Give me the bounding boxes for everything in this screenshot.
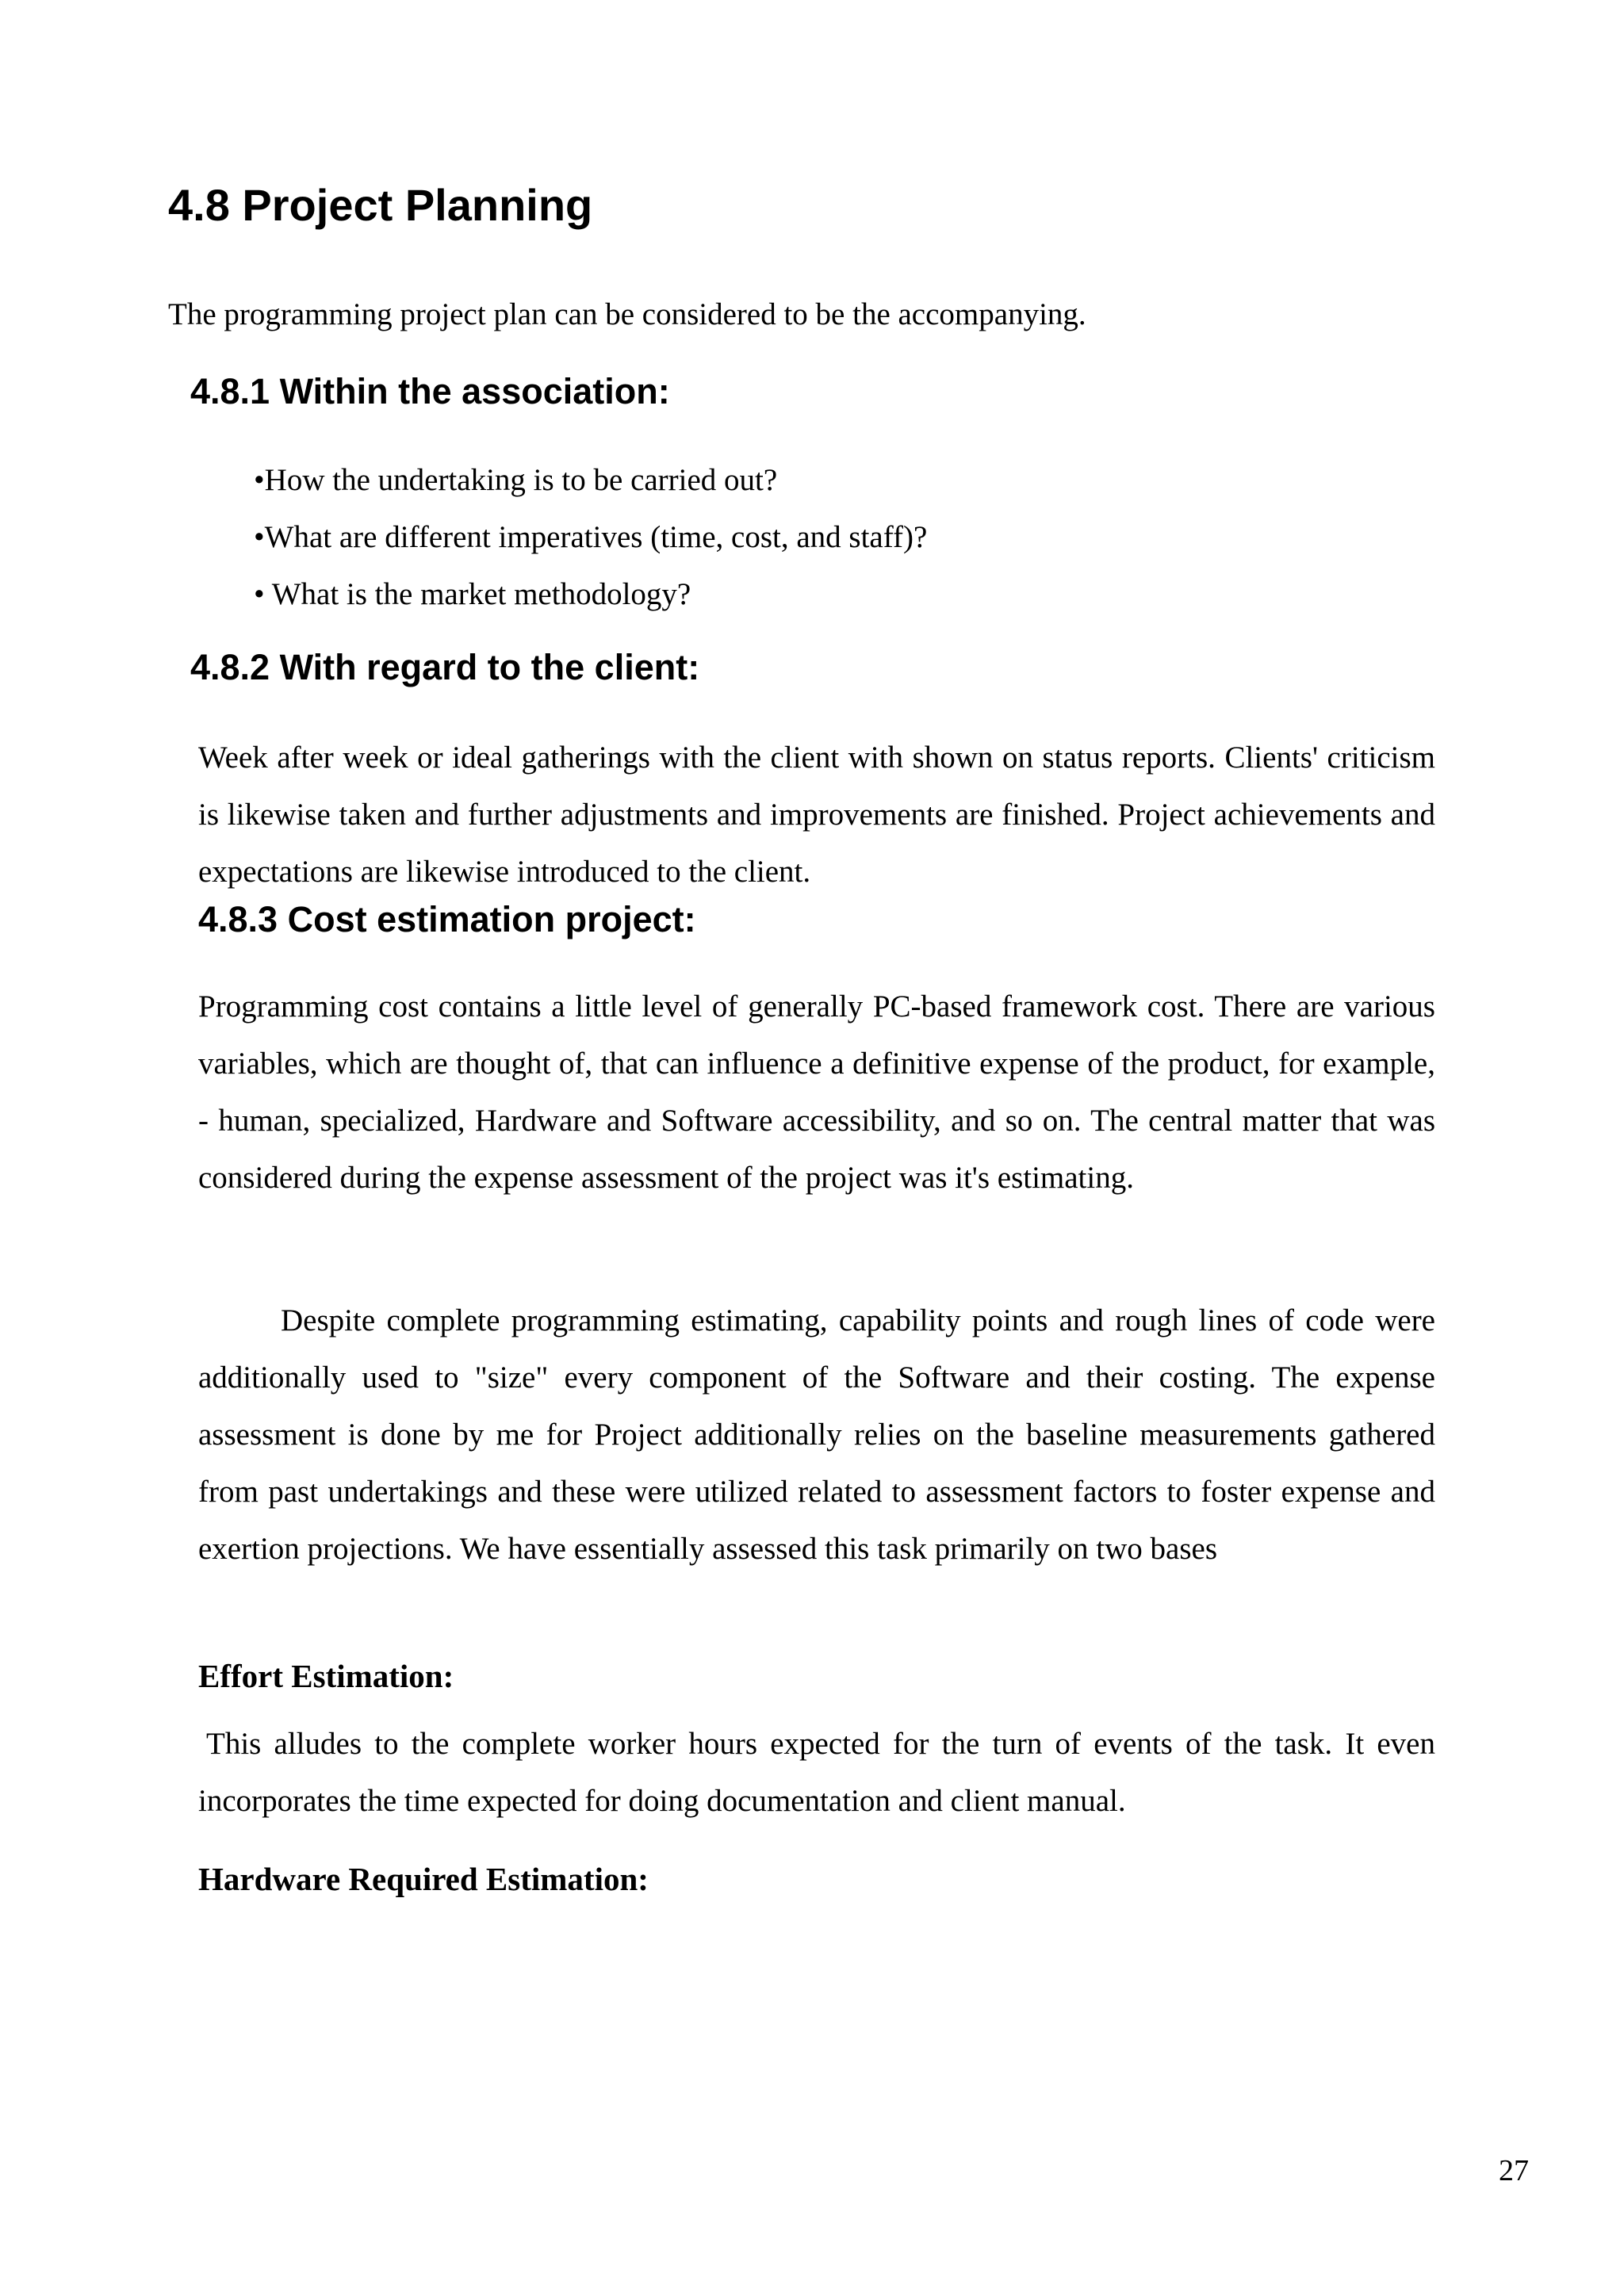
client-paragraph: Week after week or ideal gatherings with the client with shown on status reports. Clients' criticism is likewise taken and further adjustments and improvements are finished. Project achievements and expectations are likewise introduced to the client. xyxy=(198,740,1435,889)
intro-text: The programming project plan can be considered to be the accompanying. xyxy=(168,297,1086,331)
subsection-heading-4-8-1: 4.8.1 Within the association: xyxy=(190,371,670,411)
hardware-heading: Hardware Required Estimation: xyxy=(198,1861,649,1897)
cost-paragraph-1: Programming cost contains a little level of generally PC-based framework cost. There are various variables, which are thought of, that can influence a definitive expense of the product, for example, - human, specialized, Hardware and Software accessibility, and so on. The central matter that was considered during the expense assessment of the project was it's estimating. xyxy=(198,989,1435,1195)
cost-paragraph-2: Despite complete programming estimating, capability points and rough lines of code were additionally used to "size" every component of the Software and their costing. The expense assessment is done by me for Project additionally relies on the baseline measurements gathered from past undertakings and these were utilized related to assessment factors to foster expense and exertion projections. We have essentially assessed this task primarily on two bases xyxy=(198,1303,1435,1566)
bullet-list xyxy=(254,461,927,633)
effort-heading: Effort Estimation: xyxy=(198,1658,454,1694)
subsection-heading-4-8-2: 4.8.2 With regard to the client: xyxy=(190,647,700,687)
list-item: • What is the market methodology? xyxy=(254,577,691,611)
section-heading: 4.8 Project Planning xyxy=(168,180,593,230)
subsection-heading-4-8-3: 4.8.3 Cost estimation project: xyxy=(198,899,696,939)
effort-paragraph: This alludes to the complete worker hours expected for the turn of events of the task. It even incorporates the time expected for doing documentation and client manual. xyxy=(198,1727,1435,1818)
page-number: 27 xyxy=(1499,2154,1529,2187)
list-item: •How the undertaking is to be carried out? xyxy=(254,463,778,497)
list-item: •What are different imperatives (time, cost, and staff)? xyxy=(254,520,928,554)
